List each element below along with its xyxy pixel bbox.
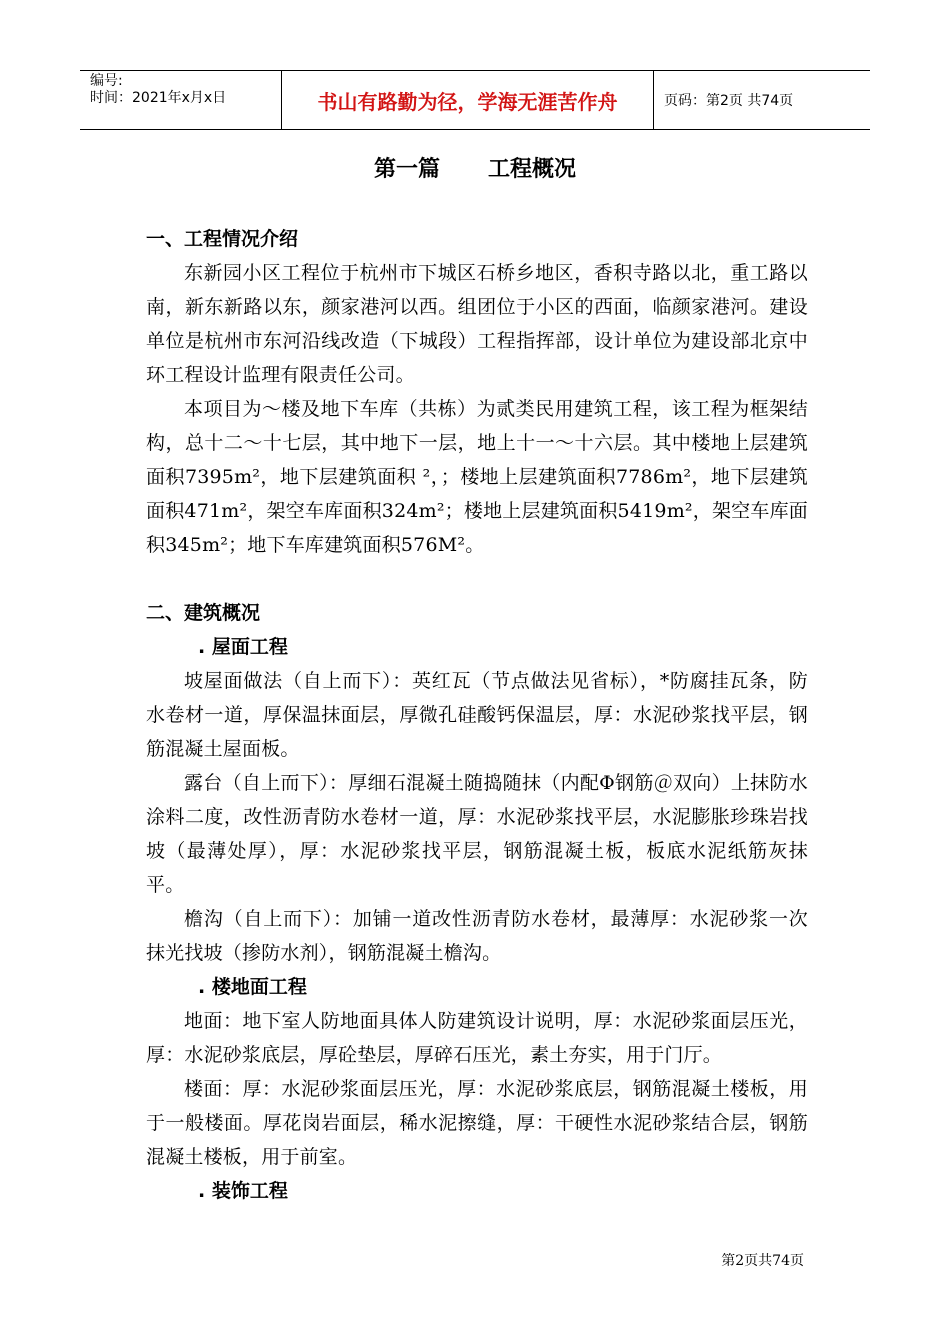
section-heading-1: 一、工程情况介绍 xyxy=(146,228,299,250)
header-page-info: 页码：第2页 共74页 xyxy=(664,93,794,109)
paragraph: 本项目为～楼及地下车库（共栋）为贰类民用建筑工程，该工程为框架结构，总十二～十七层，其中地下一层，地上十一～十六层。其中楼地上层建筑面积7395m²，地下层建筑面积 ²，；楼地上层建筑面积7786m²，地下层建筑面积471m²，架空车库面积324m²；楼地上层建筑面积5419m²，架空车库面积345m²；地下车库建筑面积576M²。 xyxy=(146,398,808,556)
time-label: 时间：2021年x月x日 xyxy=(90,90,227,106)
subheading-decoration: . 装饰工程 xyxy=(198,1180,288,1202)
paragraph: 露台（自上而下）：厚细石混凝土随捣随抹（内配Φ钢筋＠双向）上抹防水涂料二度，改性沥青防水卷材一道，厚：水泥砂浆找平层，水泥膨胀珍珠岩找坡（最薄处厚），厚：水泥砂浆找平层，钢筋混凝土板，板底水泥纸筋灰抹平。 xyxy=(146,772,808,896)
paragraph: 檐沟（自上而下）：加铺一道改性沥青防水卷材，最薄厚：水泥砂浆一次抹光找坡（掺防水剂），钢筋混凝土檐沟。 xyxy=(146,908,808,964)
subheading-roof: . 屋面工程 xyxy=(198,636,288,658)
header-meta xyxy=(80,71,282,129)
paragraph: 坡屋面做法（自上而下）：英红瓦（节点做法见省标），*防腐挂瓦条，防水卷材一道，厚保温抹面层，厚微孔硅酸钙保温层，厚：水泥砂浆找平层，钢筋混凝土屋面板。 xyxy=(146,670,808,760)
section-heading-2: 二、建筑概况 xyxy=(146,602,261,624)
header-motto: 书山有路勤为径，学海无涯苦作舟 xyxy=(282,71,654,129)
page-footer: 第2页共74页 xyxy=(721,1253,804,1269)
title-name: 工程概况 xyxy=(488,157,577,182)
page-header xyxy=(80,70,870,130)
number-label: 编号: xyxy=(90,73,123,89)
title-part: 第一篇 xyxy=(373,157,440,182)
paragraph: 地面：地下室人防地面具体人防建筑设计说明，厚：水泥砂浆面层压光，厚：水泥砂浆底层，厚砼垫层，厚碎石压光，素土夯实，用于门厅。 xyxy=(146,1010,808,1066)
subheading-floor: . 楼地面工程 xyxy=(198,976,307,998)
document-body xyxy=(146,222,808,1208)
paragraph: 东新园小区工程位于杭州市下城区石桥乡地区，香积寺路以北，重工路以南，新东新路以东，颜家港河以西。组团位于小区的西面，临颜家港河。建设单位是杭州市东河沿线改造（下城段）工程指挥部，设计单位为建设部北京中环工程设计监理有限责任公司。 xyxy=(146,262,808,386)
paragraph: 楼面：厚：水泥砂浆面层压光，厚：水泥砂浆底层，钢筋混凝土楼板，用于一般楼面。厚花岗岩面层，稀水泥擦缝，厚：干硬性水泥砂浆结合层，钢筋混凝土楼板，用于前室。 xyxy=(146,1078,808,1168)
page-title xyxy=(0,152,950,183)
